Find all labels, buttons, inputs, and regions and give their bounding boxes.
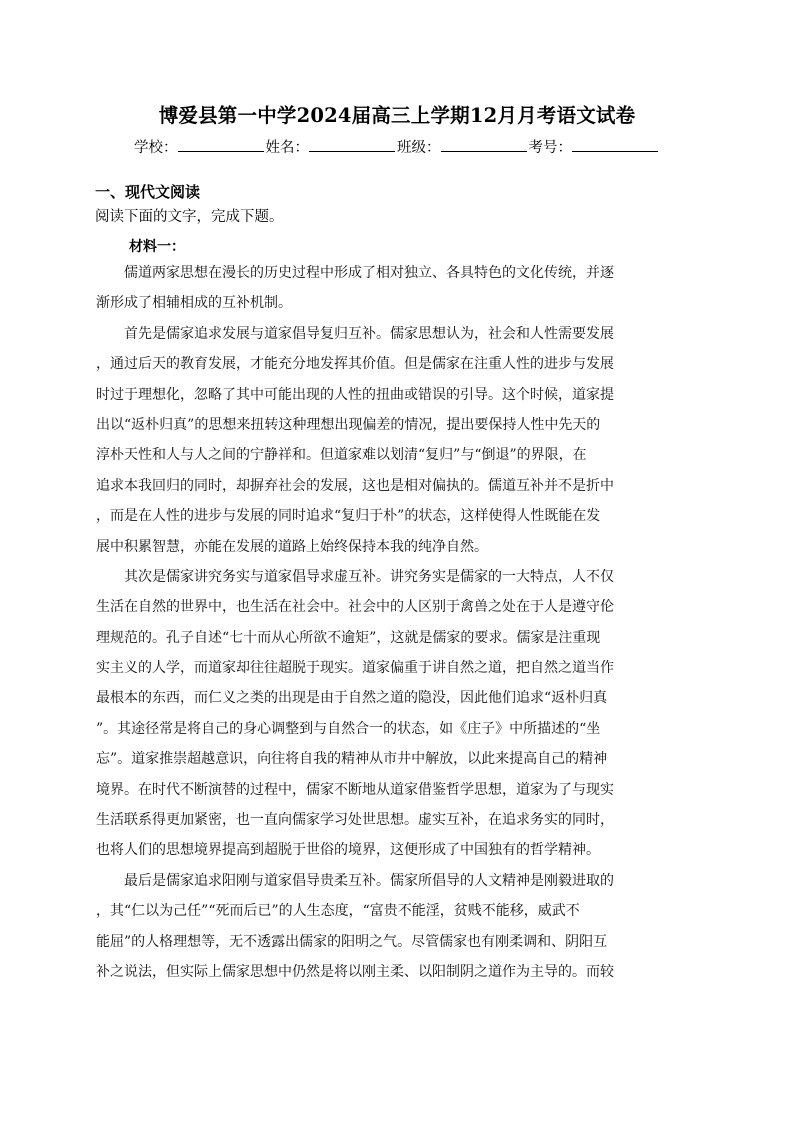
exam-number-blank[interactable] [572,137,658,152]
passage-line: 淳朴天性和人与人之间的宁静祥和。但道家难以划清“复归”与“倒退”的界限，在 [96,447,587,464]
instruction-text: 阅读下面的文字，完成下题。 [95,209,284,225]
passage-line: ”。其途径常是将自己的身心调整到与自然合一的状态，如《庄子》中所描述的“坐 [96,720,601,737]
passage-line: 儒道两家思想在漫长的历史过程中形成了相对独立、各具特色的文化传统，并逐 [124,265,614,281]
class-label: 班级： [397,140,441,156]
passage-line: 境界。在时代不断演替的过程中，儒家不断地从道家借鉴哲学思想，道家为了与现实 [96,781,614,798]
school-label: 学校： [134,140,178,156]
passage-line: 补之说法，但实际上儒家思想中仍然是将以刚主柔、以阳制阴之道作为主导的。而较 [96,963,614,980]
passage-line: 出以“返朴归真”的思想来扭转这种理想出现偏差的情况，提出要保持人性中先天的 [96,416,601,433]
class-blank[interactable] [441,137,527,152]
material-label: 材料一： [129,239,185,255]
passage-line: 最根本的东西，而仁义之类的出现是由于自然之道的隐没，因此他们追求“返朴归真 [96,690,608,707]
passage-line: 也将人们的思想境界提高到超脱于世俗的境界，这便形成了中国独有的哲学精神。 [96,842,600,859]
passage-line: 时过于理想化，忽略了其中可能出现的人性的扭曲或错误的引导。这个时候，道家提 [96,386,614,403]
passage-line: 能屈”的人格理想等，无不透露出儒家的阳明之气。尽管儒家也有刚柔调和、阴阳互 [96,933,608,950]
student-info-row [0,136,794,157]
passage-body [96,258,696,987]
passage-line: ，而是在人性的进步与发展的同时追求“复归于朴”的状态，这样使得人性既能在发 [96,508,601,525]
passage-line: 生活联系得更加紧密，也一直向儒家学习处世思想。虚实互补，在追求务实的同时， [96,812,614,829]
school-blank[interactable] [178,137,264,152]
name-label: 姓名： [265,140,309,156]
exam-title: 博爱县第一中学2024届高三上学期12月月考语文试卷 [158,104,636,127]
exam-number-label: 考号： [528,140,572,156]
passage-line: 渐形成了相辅相成的互补机制。 [96,295,292,312]
section-heading: 一、现代文阅读 [95,183,201,201]
passage-line: 追求本我回归的同时，却摒弃社会的发展，这也是相对偏执的。儒道互补并不是折中 [96,477,614,494]
passage-line: 最后是儒家追求阳刚与道家倡导贵柔互补。儒家所倡导的人文精神是刚毅进取的 [124,872,614,889]
passage-line: 首先是儒家追求发展与道家倡导复归互补。儒家思想认为，社会和人性需要发展 [124,325,614,342]
passage-line: 生活在自然的世界中，也生活在社会中。社会中的人区别于禽兽之处在于人是遵守伦 [96,599,614,616]
passage-line: 理规范的。孔子自述“七十而从心所欲不逾矩”，这就是儒家的要求。儒家是注重现 [96,629,601,646]
passage-line: 其次是儒家讲究务实与道家倡导求虚互补。讲究务实是儒家的一大特点，人不仅 [124,568,614,585]
passage-line: 忘”。道家推崇超越意识，向往将自我的精神从市井中解放，以此来提高自己的精神 [96,751,608,768]
passage-line: ，通过后天的教育发展，才能充分地发挥其价值。但是儒家在注重人性的进步与发展 [96,356,614,373]
passage-line: 实主义的人学，而道家却往往超脱于现实。道家偏重于讲自然之道，把自然之道当作 [96,660,614,677]
name-blank[interactable] [309,137,395,152]
passage-line: 展中积累智慧，亦能在发展的道路上始终保持本我的纯净自然。 [96,538,488,555]
passage-line: ，其“仁以为己任”“死而后已”的人生态度，“富贵不能淫，贫贱不能移，威武不 [96,903,580,920]
